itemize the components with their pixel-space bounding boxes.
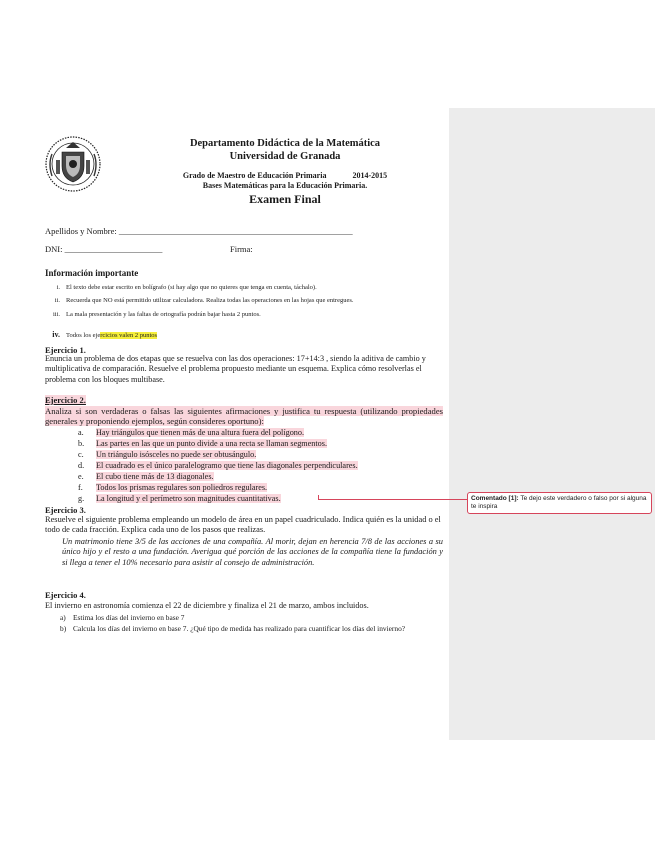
comment-label: Comentado [1]: [471,495,519,502]
exercise-4-item: b) Calcula los días del invierno en base 7. ¿Qué tipo de medida has realizado para cuantificar los días del invierno? [60,624,406,633]
exercise-3-problem: Un matrimonio tiene 3/5 de las acciones de una compañía. Al morir, dejan en herencia 7/8 de las acciones a su único hijo y el resto a una fundación. Averigua qué porción de las acciones de la compañía tiene la fundación y si llega a tener el 10% necesario para asistir al consejo de administración. [62,537,443,567]
degree-line [120,171,450,180]
info-item: ii. Recuerda que NO está permitido utilizar calculadora. Realiza todas las operaciones en las hojas que entregues. [54,297,354,304]
comment-connector-line [318,499,468,500]
info-item: i. El texto debe estar escrito en bolígrafo (si hay algo que no quieres que tenga en cuenta, táchalo). [56,284,317,291]
exercise-4-text: El invierno en astronomía comienza el 22 de diciembre y finaliza el 21 de marzo, ambos incluidos. [45,601,369,610]
dni-field [45,244,162,254]
exercise-4-item: a) Estima los días del invierno en base 7 [60,613,185,622]
exercise-4-title: Ejercicio 4. [45,590,86,600]
department-title: Departamento Didáctica de la Matemática [189,138,381,149]
exercise-2-item: a. Hay triángulos que tienen más de una altura fuera del polígono. [78,428,305,437]
exercise-1-text: Enuncia un problema de dos etapas que se resuelva con las dos operaciones: 17+14:3 , siendo la aditiva de cambio y multiplicativa de comparación. Resuelve el problema propuesto mediante un esquema. Explica cómo resolverlas el problema con los bloques multibase. [45,354,426,384]
exercise-2-item: b. Las partes en las que un punto divide a una recta se llaman segmentos. [78,439,327,448]
dni-label: DNI: [45,244,63,254]
exercise-2-title: Ejercicio 2. [45,395,86,405]
name-blank: _______________________________________________________ [118,226,353,236]
exercise-2-item: e. El cubo tiene más de 13 diagonales. [78,472,214,481]
info-item: iv. Todos los ejercicios valen 2 puntos [52,330,158,339]
course-name: Bases Matemáticas para la Educación Primaria. [202,181,368,190]
exercise-3-text: Resuelve el siguiente problema empleando un modelo de área en un papel cuadriculado. Indica quién es la unidad o el todo de cada fracción. Explica cada uno de los pasos que realizas. [45,515,441,535]
exercise-2-item: g. La longitud y el perímetro son magnitudes cuantitativas. [78,494,281,503]
signature-label: Firma: [230,244,253,254]
info-heading: Información importante [45,268,139,278]
highlighted-text: rcicios valen 2 puntos [100,332,158,339]
comment-text: Te dejo este verdadero o falso por si alguna te inspira [471,495,647,510]
comment-balloon[interactable] [467,492,652,514]
exercise-2-intro: Analiza si son verdaderas o falsas las siguientes afirmaciones y justifica tu respuesta (utilizando propiedades generales y proponiendo ejemplos, según consideres oportuno): [45,406,443,427]
academic-year: 2014-2015 [352,171,388,180]
dni-blank: _______________________ [64,244,163,254]
exercise-2-item: d. El cuadrado es el único paralelogramo que tiene las diagonales perpendiculares. [78,461,358,470]
exercise-3-title: Ejercicio 3. [45,505,86,515]
comments-margin-pane [449,108,655,740]
exercise-2-item: f. Todos los prismas regulares son poliedros regulares. [78,483,268,492]
exercise-1-title: Ejercicio 1. [45,345,86,355]
exercise-2-item: c. Un triángulo isósceles no puede ser obtusángulo. [78,450,257,459]
name-label: Apellidos y Nombre: [45,226,117,236]
university-title: Universidad de Granada [229,151,341,162]
info-item: iii. La mala presentación y las faltas de ortografía podrán bajar hasta 2 puntos. [52,311,261,318]
degree-name: Grado de Maestro de Educación Primaria [182,171,327,180]
exam-title: Examen Final [249,192,321,206]
name-field [45,226,353,236]
university-seal-logo [44,134,102,194]
